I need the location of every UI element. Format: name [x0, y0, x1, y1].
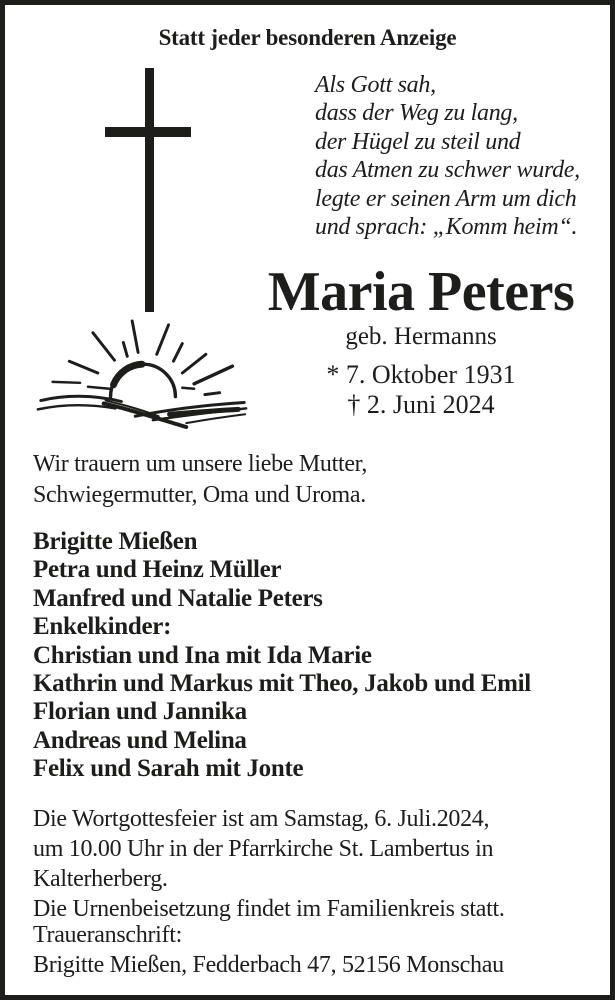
service-line: Die Urnenbeisetzung findet im Familienkreis statt.	[33, 896, 505, 922]
setting-sun-icon	[35, 317, 250, 430]
deceased-name: Maria Peters	[267, 261, 575, 323]
service-line: Kalterherberg.	[33, 866, 168, 892]
family-line: Manfred und Natalie Peters	[33, 584, 323, 612]
life-dates	[243, 360, 599, 420]
mourning-line: Wir trauern um unsere liebe Mutter,	[33, 451, 368, 477]
notice-header: Statt jeder besonderen Anzeige	[158, 25, 457, 50]
poem-line: legte er seinen Arm um dich	[315, 185, 577, 212]
poem-line: dass der Weg zu lang,	[315, 100, 518, 127]
address-line: Brigitte Mießen, Fedderbach 47, 52156 Monschau	[33, 952, 504, 978]
poem-line: das Atmen zu schwer wurde,	[315, 157, 580, 184]
address-label: Traueranschrift:	[33, 922, 182, 948]
cross-icon	[105, 68, 191, 312]
deceased-info	[243, 261, 599, 420]
mourning-text	[33, 449, 367, 510]
family-line: Andreas und Melina	[33, 726, 247, 754]
poem-line: der Hügel zu steil und	[315, 128, 521, 155]
maiden-name: geb. Hermanns	[345, 323, 497, 350]
family-line: Enkelkinder:	[33, 613, 172, 641]
family-line: Florian und Jannika	[33, 698, 247, 726]
service-info	[33, 804, 505, 924]
service-line: um 10.00 Uhr in der Pfarrkirche St. Lambertus in	[33, 836, 494, 862]
death-date: † 2. Juni 2024	[347, 390, 495, 419]
family-line: Brigitte Mießen	[33, 528, 198, 555]
poem-line: und sprach: „Komm heim“.	[315, 214, 578, 241]
service-line: Die Wortgottesfeier ist am Samstag, 6. Juli.2024,	[33, 806, 490, 832]
family-line: Petra und Heinz Müller	[33, 556, 282, 584]
family-names	[33, 528, 531, 784]
family-line: Kathrin und Markus mit Theo, Jakob und Emil	[33, 670, 531, 698]
mourning-address	[33, 920, 504, 980]
birth-date: * 7. Oktober 1931	[326, 360, 516, 389]
mourning-line: Schwiegermutter, Oma und Uroma.	[33, 481, 366, 508]
family-line: Christian und Ina mit Ida Marie	[33, 641, 372, 669]
family-line: Felix und Sarah mit Jonte	[33, 755, 304, 783]
memorial-poem	[315, 71, 580, 241]
poem-line: Als Gott sah,	[315, 72, 436, 98]
